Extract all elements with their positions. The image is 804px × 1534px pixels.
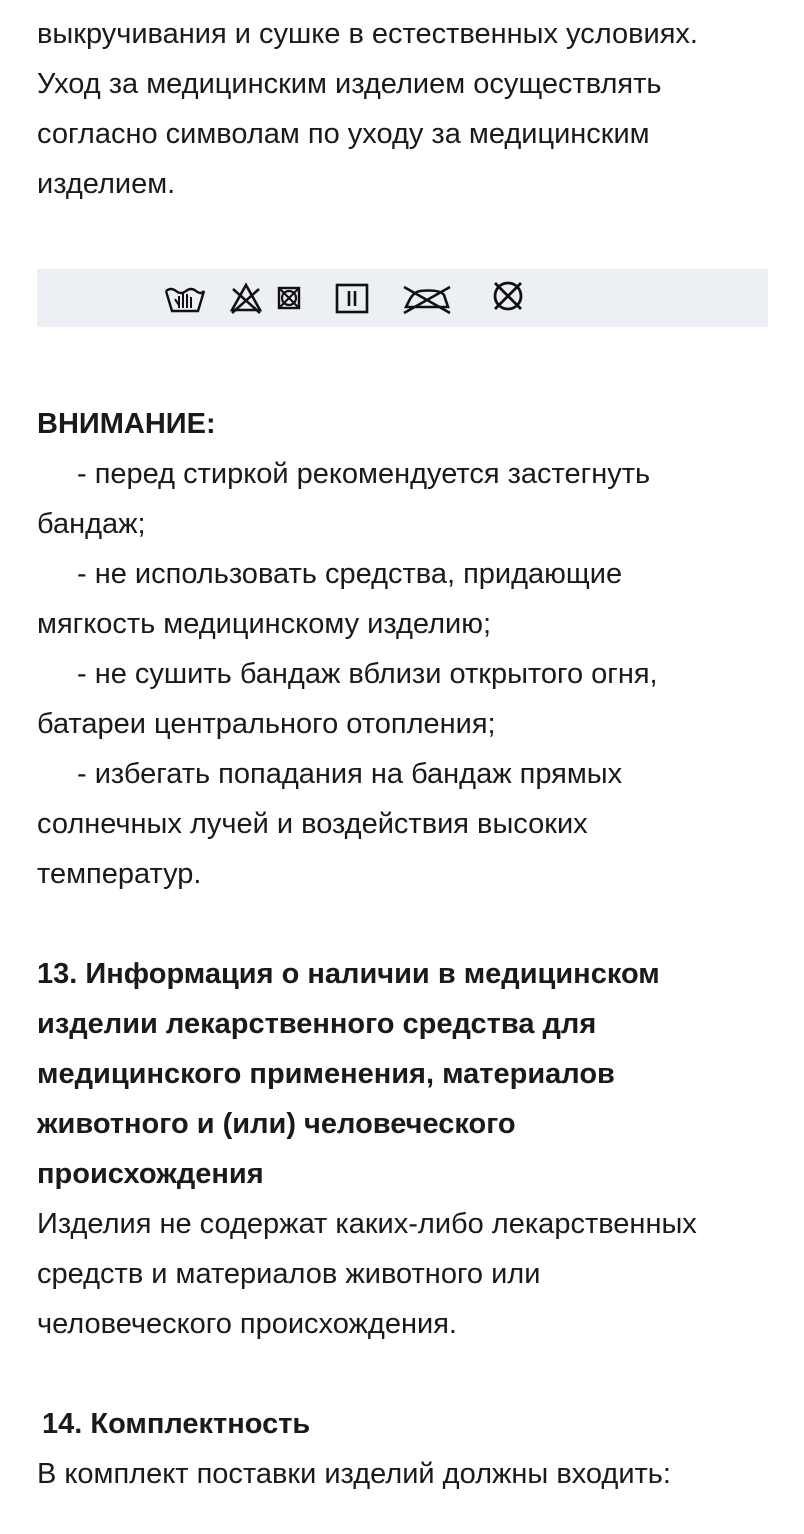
- care-symbols: [162, 281, 528, 315]
- warning-title: ВНИМАНИЕ:: [37, 408, 216, 440]
- title-line: животного и (или) человеческого: [37, 1108, 516, 1140]
- warning-line: - не сушить бандаж вблизи открытого огня,: [77, 658, 658, 690]
- warning-line: мягкость медицинскому изделию;: [37, 608, 492, 640]
- text-line: изделием.: [37, 168, 176, 200]
- no-iron-icon: [400, 281, 454, 315]
- warning-line: солнечных лучей и воздействия высоких: [37, 808, 588, 840]
- warning-line: батареи центрального отопления;: [37, 708, 496, 740]
- warning-line: - избегать попадания на бандаж прямых: [77, 758, 623, 790]
- title-line: медицинского применения, материалов: [37, 1058, 615, 1090]
- care-symbols-bar: [37, 269, 768, 327]
- text-line: человеческого происхождения.: [37, 1308, 457, 1340]
- section-14: [37, 1399, 777, 1499]
- title-line: происхождения: [37, 1158, 264, 1190]
- section-14-title: 14. Комплектность: [42, 1408, 311, 1440]
- warning-line: температур.: [37, 858, 202, 890]
- text-line: выкручивания и сушке в естественных условиях.: [37, 18, 698, 50]
- section-13-body: [37, 1199, 777, 1349]
- warning-line: - не использовать средства, придающие: [77, 558, 623, 590]
- section-13: [37, 949, 777, 1349]
- text-line: В комплект поставки изделий должны входить:: [37, 1458, 671, 1490]
- title-line: 13. Информация о наличии в медицинском: [37, 958, 660, 990]
- no-bleach-icon: [228, 281, 268, 315]
- text-line: средств и материалов животного или: [37, 1258, 541, 1290]
- care-instructions-paragraph: [37, 9, 777, 209]
- dry-flat-icon: [334, 281, 370, 315]
- text-line: Уход за медицинским изделием осуществлять: [37, 68, 662, 100]
- section-13-title: [37, 949, 777, 1199]
- document-body: [37, 9, 777, 1499]
- text-line: Изделия не содержат каких-либо лекарственных: [37, 1208, 697, 1240]
- warning-line: бандаж;: [37, 508, 146, 540]
- no-tumble-dry-icon: [274, 281, 304, 315]
- warning-block: [37, 399, 777, 899]
- text-line: согласно символам по уходу за медицинским: [37, 118, 650, 150]
- warning-line: - перед стиркой рекомендуется застегнуть: [77, 458, 651, 490]
- no-dry-clean-icon: [488, 281, 528, 315]
- title-line: изделии лекарственного средства для: [37, 1008, 597, 1040]
- hand-wash-icon: [162, 281, 208, 315]
